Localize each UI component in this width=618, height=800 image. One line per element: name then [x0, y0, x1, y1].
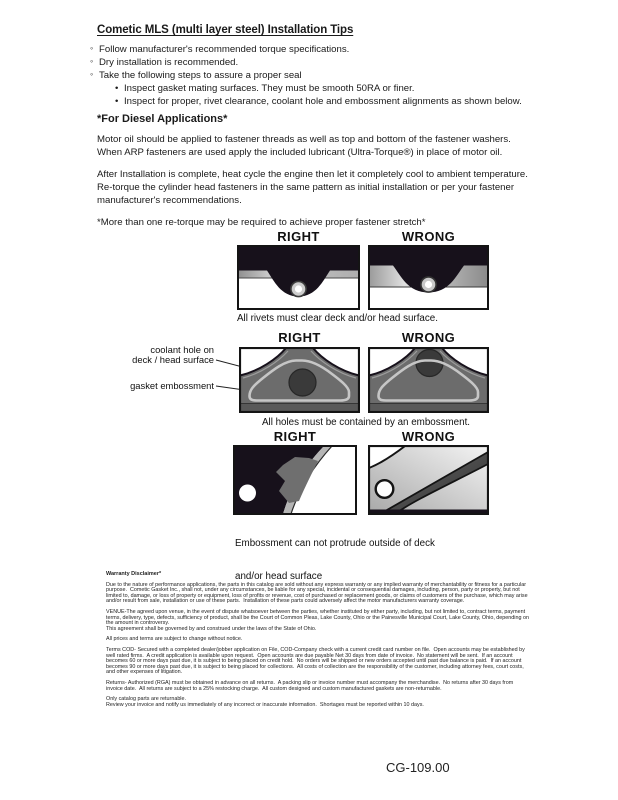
diesel-paragraph: *More than one re-torque may be required to achieve proper fastener stretch* — [97, 217, 426, 228]
embossment-wrong-diagram — [368, 445, 489, 515]
diesel-applications-section — [97, 113, 535, 238]
legal-paragraph: VENUE-The agreed upon venue, in the event of dispute whatsoever between the parties, whether instituted by either party, including, but not limited to, contract terms, payment terms, delivery, type, defects, sufficiency of product, shall be the Court of Common Pleas, Lake County, Ohio or the Painesville Municipal Court, Lake County, Ohio, depending on the amount in controversy. — [106, 608, 531, 627]
wrong-label: WRONG — [401, 330, 456, 345]
figure-hole-embossment — [110, 330, 492, 430]
figure-embossment-protrusion — [233, 429, 491, 582]
right-label: RIGHT — [273, 429, 317, 444]
hole-right-diagram — [239, 347, 360, 413]
wrong-label: WRONG — [401, 429, 456, 444]
page-code: CG-109.00 — [386, 760, 450, 775]
page-title: Cometic MLS (multi layer steel) Installation Tips — [97, 24, 354, 36]
tip-item: ◦ Follow manufacturer's recommended torque specifications. — [90, 43, 542, 56]
embossment-right-diagram — [233, 445, 357, 515]
rivet-wrong-diagram — [368, 245, 489, 310]
warranty-disclaimer-section — [106, 572, 530, 713]
hole-wrong-diagram — [368, 347, 489, 413]
embossment-caption: Embossment can not protrude outside of deck and/or head surface — [235, 538, 435, 582]
legal-paragraph: All prices and terms are subject to change without notice. — [106, 636, 243, 643]
wrong-label: WRONG — [401, 229, 456, 244]
tip-item: ◦ Take the following steps to assure a proper seal — [90, 69, 542, 82]
right-label: RIGHT — [277, 229, 320, 244]
tip-sub-item: • Inspect for proper, rivet clearance, coolant hole and embossment alignments as shown below. — [115, 95, 542, 108]
hole-caption: All holes must be contained by an embossment. — [261, 417, 471, 428]
legal-paragraph: Only catalog parts are returnable. — [106, 696, 187, 703]
legal-paragraph: Review your invoice and notify us immediately of any incorrect or inaccurate information. Shortages must be reported within 10 days. — [106, 701, 424, 708]
gasket-embossment-callout: gasket embossment — [130, 380, 214, 391]
diesel-paragraph: Motor oil should be applied to fastener threads as well as top and bottom of the fastener washers. When ARP fasteners are used apply the included lubricant (Ultra-Torque®) in place of motor oil. — [97, 134, 514, 158]
rivet-right-diagram — [237, 245, 360, 310]
tip-sub-item: • Inspect gasket mating surfaces. They must be smooth 50RA or finer. — [115, 82, 542, 95]
warranty-heading: Warranty Disclaimer* — [106, 571, 162, 577]
legal-paragraph: Terms COD- Secured with a completed dealer/jobber application on File, COD-Company check with a current credit card number on file. Open accounts may be established by well rated firms. A credit application is available upon request. Open accounts are due payable Net 30 days from date of invoice. No statement will be sent. If an account becomes 60 or more days past due, it is subject to being placed on credit hold. No orders will be shipped or new orders accepted until past due balance is paid. If an account becomes 90 or more days past due, it is subject to being placed for collections. All costs of collection are the responsibility of the customer, including attorney fees, court costs, and other expenses of litigation. — [106, 646, 527, 676]
diesel-heading: *For Diesel Applications* — [97, 113, 228, 125]
diesel-paragraph: After Installation is complete, heat cycle the engine then let it completely cool to ambient temperature. Re-torque the cylinder head fasteners in the same pattern as initial installation or per your fastener manufacturer's recommendations. — [97, 169, 531, 206]
figure-rivet-clearance — [237, 229, 493, 324]
rivet-caption: All rivets must clear deck and/or head surface. — [237, 313, 438, 324]
legal-paragraph: This agreement shall be governed by and construed under the laws of the State of Ohio. — [106, 625, 317, 632]
legal-paragraph: Returns- Authorized (RGA) must be obtained in advance on all returns. A packing slip or invoice number must accompany the merchandise. No returns after 30 days from invoice date. All returns are subject to a 25% restocking charge. All custom designed and custom manufactured gaskets are non-returnable. — [106, 679, 515, 692]
right-label: RIGHT — [278, 330, 321, 345]
legal-paragraph: Due to the nature of performance applications, the parts in this catalog are sold without any express warranty or any implied warranty of merchantability or fitness for a particular purpose. Cometic Gasket Inc., shall not, under any circumstances, be liable for any special, incidental or consequential damages, including, person, party or property, but not limited to, damage, or loss of property or equipment, loss of profits or revenue, cost of purchased or replacement goods, or claims of customers of the purchase, which may arise and/or result from sale, installation or use of these parts. Installation of these parts could adversely affect the motor manufacturers warranty coverage. — [106, 581, 530, 605]
coolant-hole-callout: coolant hole on deck / head surface — [132, 344, 214, 365]
tip-item: ◦ Dry installation is recommended. — [90, 56, 542, 69]
installation-tips-list — [90, 43, 542, 108]
